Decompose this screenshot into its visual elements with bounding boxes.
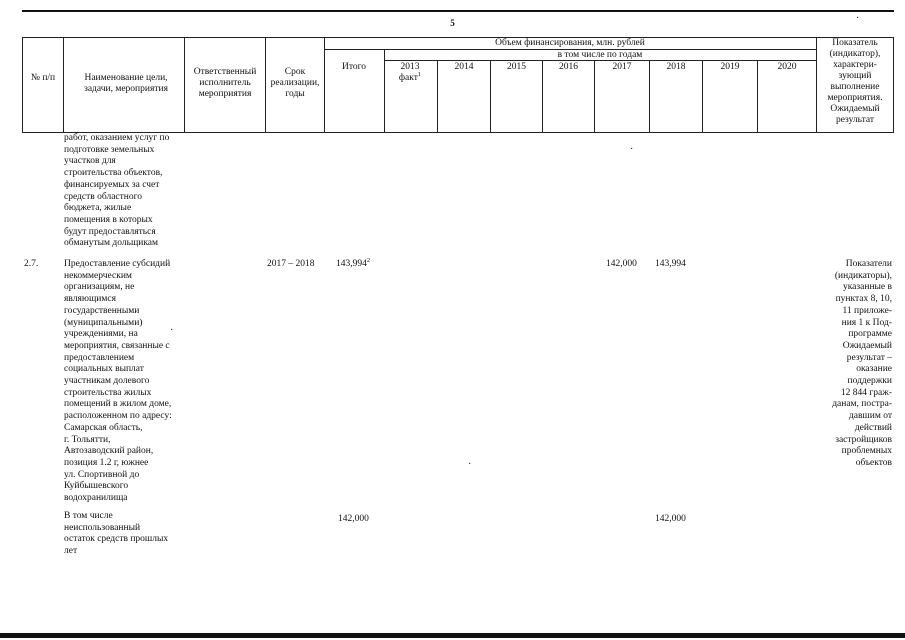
scan-speck: · xyxy=(630,144,634,155)
row-unused-name: В том числе неиспользованный остаток средств прошлых лет xyxy=(64,511,169,557)
header-financing-title: Объем финансирования, млн. рублей xyxy=(495,38,645,48)
header-col-2014: 2014 xyxy=(454,62,474,72)
header-col-2016: 2016 xyxy=(559,62,578,72)
header-by-years-title: в том числе по годам xyxy=(557,50,643,60)
row-2-7-2018: 143,994 xyxy=(655,259,686,269)
header-col-2013: 2013 факт$^1$ xyxy=(398,62,422,83)
header-col-2017: 2017 xyxy=(612,62,632,72)
row-unused-2018: 142,000 xyxy=(655,514,686,524)
header-col-2018: 2018 xyxy=(666,62,686,72)
header-col-number: № п/п xyxy=(30,73,56,83)
scan-speck: · xyxy=(170,325,174,336)
header-col-2020: 2020 xyxy=(777,62,797,72)
page-number: 5 xyxy=(450,18,455,28)
header-col-executor: Ответственный исполнитель мероприятия xyxy=(193,67,257,99)
row-2-7-2017: 142,000 xyxy=(606,259,637,269)
row-unused-total: 142,000 xyxy=(338,514,369,524)
row-2-7-name: Предоставление субсидий некоммерческим организациям, не являющимся государственными (муниципальными) учреждениями, на мероприятия, связанные с предоставлением социальных выплат участникам долевого строительства жилых помещений в жилом доме, расположенном по адресу: Самарская область, г. Тольятти, Автозаводский район, позиция 1.2 г, южнее ул. Спортивной до Куйбышевского водохранилища xyxy=(64,259,172,504)
scan-speck: · xyxy=(468,459,472,470)
scan-speck: · xyxy=(856,13,860,24)
header-col-indicator: Показатель (индикатор), характери-зующий выполнение мероприятия. Ожидаемый результат xyxy=(827,38,883,125)
header-col-total: Итого xyxy=(341,62,367,72)
header-col-period: Срок реализации, годы xyxy=(270,67,320,99)
continued-row-name: работ, оказанием услуг по подготовке земельных участков для строительства объектов, финансируемых за счет средств областного бюджета, жилые помещения в которых будут предоставляться обманутым дольщикам xyxy=(64,133,170,249)
table-header xyxy=(22,37,894,132)
bottom-rule xyxy=(0,633,905,638)
header-col-2019: 2019 xyxy=(720,62,740,72)
row-2-7-indicator: Показатели (индикаторы), указанные в пунктах 8, 10, 11 приложе- ния 1 к Под- программе Ожидаемый результат – оказание поддержки 12 844 граж- данам, постра- давшим от действий застройщиков проблемных объектов xyxy=(832,259,892,468)
header-col-name: Наименование цели, задачи, мероприятия xyxy=(84,73,168,94)
row-2-7-period: 2017 – 2018 xyxy=(267,259,315,269)
header-col-2015: 2015 xyxy=(507,62,526,72)
top-rule xyxy=(22,10,894,12)
row-2-7-number: 2.7. xyxy=(24,259,39,269)
row-2-7-total: 143,994$^2$ xyxy=(336,256,371,269)
